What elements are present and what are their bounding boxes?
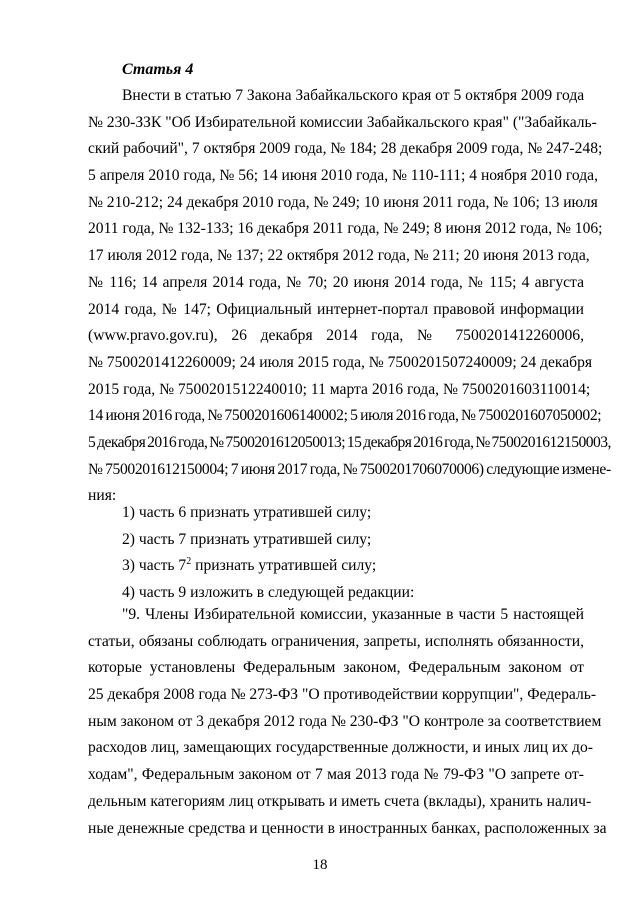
text-line: № 210-212; 24 декабря 2010 года, № 249; 10 июня 2011 года, № 106; 13 июля [88, 193, 598, 211]
text-line: 2014 года, № 147; Официальный интернет-портал правовой информации [88, 300, 584, 318]
text-line: ский рабочий", 7 октября 2009 года, № 184; 28 декабря 2009 года, № 247-248; [88, 140, 603, 158]
superscript: 2 [186, 556, 192, 568]
amendment-items [88, 500, 584, 607]
text-line: (www.pravo.gov.ru), 26 декабря 2014 года, № 7500201412260006, [88, 327, 584, 345]
item-text-suffix: признать утратившей силу; [191, 557, 377, 575]
text-line: 14 июня 2016 года, № 7500201606140002; 5 июля 2016 года, № 7500201607050002; [88, 407, 602, 425]
list-item: 4) часть 9 изложить в следующей редакции: [122, 584, 415, 602]
text-line: расходов лиц, замещающих государственные должности, и иных лиц их до- [88, 739, 593, 757]
text-line: 5 апреля 2010 года, № 56; 14 июня 2010 года, № 110-111; 4 ноября 2010 года, [88, 167, 598, 185]
article-intro-paragraph [88, 83, 611, 510]
page-number: 18 [312, 857, 328, 873]
text-line: ные денежные средства и ценности в иностранных банках, расположенных за [88, 819, 607, 837]
text-line: 2015 года, № 7500201512240010; 11 марта 2016 года, № 7500201603110014; [88, 380, 591, 398]
text-line: 5 декабря 2016 года, № 7500201612050013; 15 декабря 2016 года, № 7500201612150003, [88, 433, 611, 451]
text-line: статьи, обязаны соблюдать ограничения, запреты, исполнять обязанности, [88, 632, 584, 650]
text-line: Внести в статью 7 Закона Забайкальского края от 5 октября 2009 года [122, 87, 585, 104]
text-line: дельным категориям лиц открывать и иметь счета (вклады), хранить налич- [88, 792, 592, 810]
text-line: ния: [88, 487, 117, 505]
text-line: которые установлены Федеральным законом, Федеральным законом от [88, 659, 584, 677]
list-item [88, 553, 584, 580]
text-line: № 7500201412260009; 24 июля 2015 года, № 7500201507240009; 24 декабря [88, 353, 593, 371]
text-line: "9. Члены Избирательной комиссии, указанные в части 5 настоящей [122, 606, 584, 623]
text-line: 25 декабря 2008 года № 273-ФЗ "О противодействии коррупции", Федераль- [88, 686, 597, 704]
text-line: ным законом от 3 декабря 2012 года № 230-ФЗ "О контроле за соответствием [88, 712, 602, 730]
list-item: 2) часть 7 признать утратившей силу; [122, 530, 372, 548]
article-heading: Статья 4 [122, 61, 194, 78]
text-line: № 7500201612150004; 7 июня 2017 года, № 7500201706070006) следующие измене- [88, 460, 611, 478]
quoted-paragraph [88, 602, 607, 842]
item-text-prefix: 3) часть 7 [122, 557, 187, 575]
text-line: № 116; 14 апреля 2014 года, № 70; 20 июня 2014 года, № 115; 4 августа [88, 273, 584, 291]
text-line: 17 июля 2012 года, № 137; 22 октября 2012 года, № 211; 20 июня 2013 года, [88, 247, 590, 265]
text-line: 2011 года, № 132-133; 16 декабря 2011 года, № 249; 8 июня 2012 года, № 106; [88, 220, 603, 238]
text-line: № 230-ЗЗК "Об Избирательной комиссии Забайкальского края" ("Забайкаль- [88, 113, 597, 131]
text-line: ходам", Федеральным законом от 7 мая 2013 года № 79-ФЗ "О запрете от- [88, 766, 584, 784]
list-item: 1) часть 6 признать утратившей силу; [122, 504, 372, 521]
